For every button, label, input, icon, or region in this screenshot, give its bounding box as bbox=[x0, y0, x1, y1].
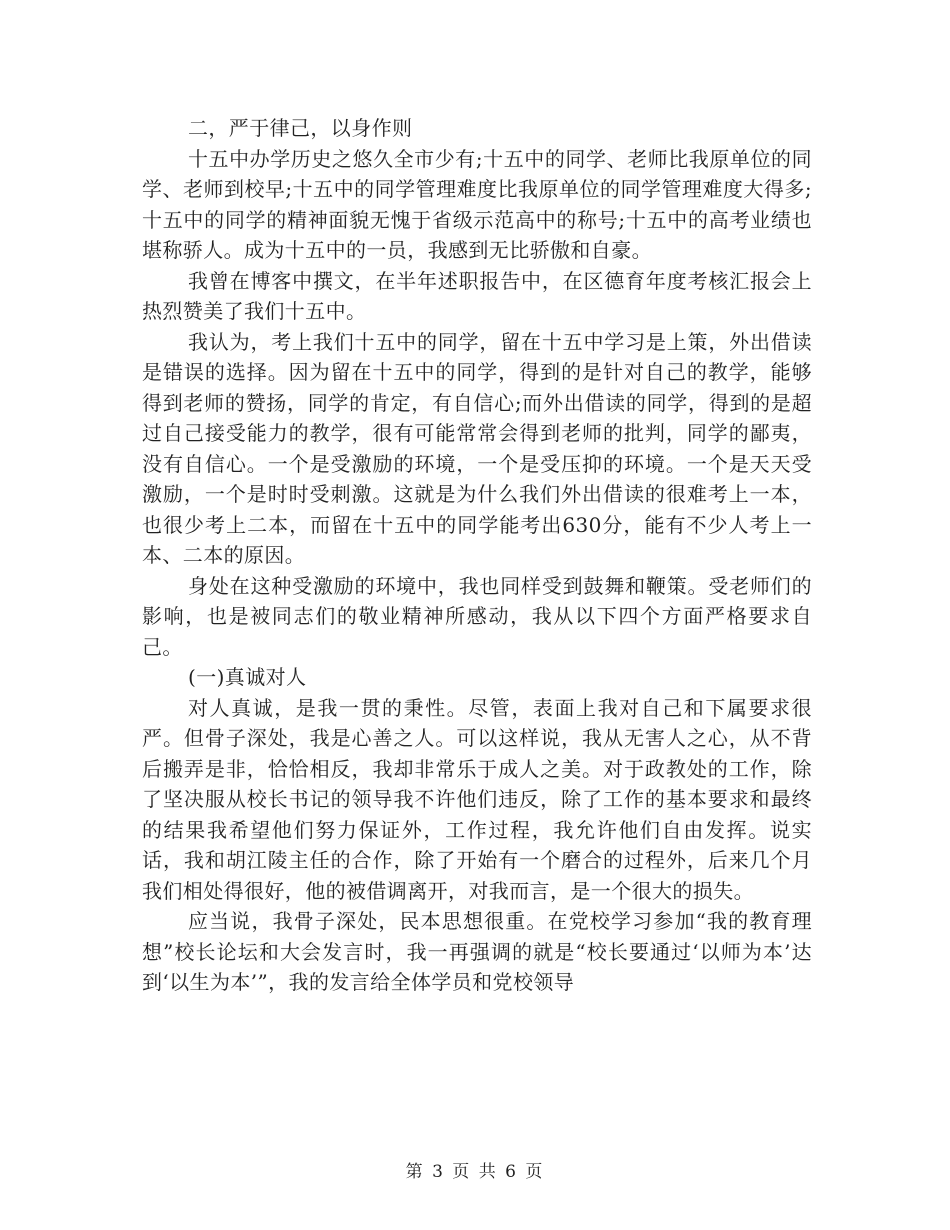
subsection-heading: (一)真诚对人 bbox=[188, 665, 307, 689]
paragraph: 我认为，考上我们十五中的同学，留在十五中学习是上策，外出借读是错误的选择。因为留在十五中的同学，得到的是针对自己的教学，能够得到老师的赞扬，同学的肯定，有自信心;而外出借读的同学，得到的是超过自己接受能力的教学，很有可能常常会得到老师的批判，同学的鄙夷，没有自信心。一个是受激励的环境，一个是受压抑的环境。一个是天天受激励，一个是时时受刺激。这就是为什么我们外出借读的很难考上一本，也很少考上二本，而留在十五中的同学能考出630分，能有不少人考上一本、二本的原因。 bbox=[142, 329, 812, 567]
section-heading: 二，严于律己，以身作则 bbox=[188, 116, 413, 140]
paragraph: 身处在这种受激励的环境中，我也同样受到鼓舞和鞭策。受老师们的影响，也是被同志们的敬业精神所感动，我从以下四个方面严格要求自己。 bbox=[142, 573, 812, 659]
page-footer: 第 3 页 共 6 页 bbox=[405, 1162, 545, 1182]
paragraph: 我曾在博客中撰文，在半年述职报告中，在区德育年度考核汇报会上热烈赞美了我们十五中。 bbox=[142, 268, 812, 323]
paragraph: 十五中办学历史之悠久全市少有;十五中的同学、老师比我原单位的同学、老师到校早;十五中的同学管理难度比我原单位的同学管理难度大得多;十五中的同学的精神面貌无愧于省级示范高中的称号;十五中的高考业绩也堪称骄人。成为十五中的一员，我感到无比骄傲和自豪。 bbox=[142, 146, 812, 262]
paragraph: 应当说，我骨子深处，民本思想很重。在党校学习参加“我的教育理想”校长论坛和大会发言时，我一再强调的就是“校长要通过‘以师为本’达到‘以生为本’”，我的发言给全体学员和党校领导 bbox=[142, 909, 812, 994]
paragraph: 对人真诚，是我一贯的秉性。尽管，表面上我对自己和下属要求很严。但骨子深处，我是心善之人。可以这样说，我从无害人之心，从不背后搬弄是非，恰恰相反，我却非常乐于成人之美。对于政教处的工作，除了坚决服从校长书记的领导我不许他们违反，除了工作的基本要求和最终的结果我希望他们努力保证外，工作过程，我允许他们自由发挥。说实话，我和胡江陵主任的合作，除了开始有一个磨合的过程外，后来几个月我们相处得很好，他的被借调离开，对我而言，是一个很大的损失。 bbox=[142, 695, 812, 903]
document-body bbox=[142, 113, 812, 998]
